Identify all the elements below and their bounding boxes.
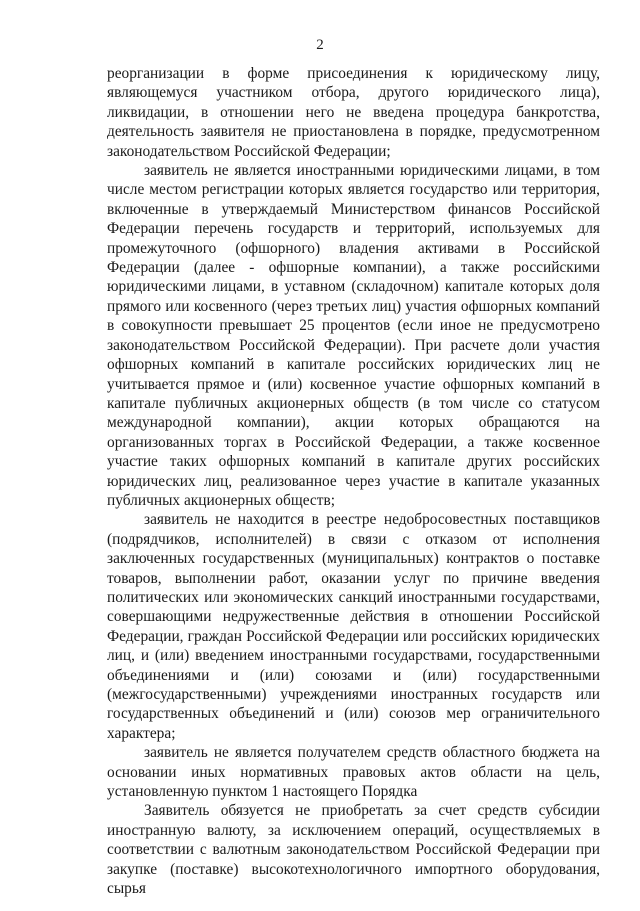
- paragraph-offshore-companies: заявитель не является иностранными юридическими лицами, в том числе местом регистрации которых является государство или территория, включенные в утверждаемый Министерством финансов Российской Федерации перечень государств и территорий, используемых для промежуточного (офшорного) владения активами в Российской Федерации (далее - офшорные компании), а также российскими юридическими лицами, в уставном (складочном) капитале которых доля прямого или косвенного (через третьих лиц) участия офшорных компаний в совокупности превышает 25 процентов (если иное не предусмотрено законодательством Российской Федерации). При расчете доли участия офшорных компаний в капитале российских юридических лиц не учитывается прямое и (или) косвенное участие офшорных компаний в капитале публичных акционерных обществ (в том числе со статусом международной компании), акции которых обращаются на организованных торгах в Российской Федерации, а также косвенное участие таких офшорных компаний в капитале других российских юридических лиц, реализованное через участие в капитале указанных публичных акционерных обществ;: [107, 162, 600, 509]
- page-number: 2: [316, 37, 324, 53]
- document-body: [107, 64, 600, 898]
- paragraph-reorganization-continuation: реорганизации в форме присоединения к юридическому лицу, являющемуся участником отбора, другого юридического лица), ликвидации, в отношении него не введена процедура банкротства, деятельность заявителя не приостановлена в порядке, предусмотренном законодательством Российской Федерации;: [107, 65, 600, 160]
- paragraph-foreign-currency: Заявитель обязуется не приобретать за счет средств субсидии иностранную валюту, за исключением операций, осуществляемых в соответствии с валютным законодательством Российской Федерации при закупке (поставке) высокотехнологичного импортного оборудования, сырья: [107, 802, 600, 898]
- paragraph-regional-budget: заявитель не является получателем средств областного бюджета на основании иных нормативных правовых актов области на цель, установленную пунктом 1 настоящего Порядка: [107, 744, 600, 801]
- paragraph-unfair-suppliers-registry: заявитель не находится в реестре недобросовестных поставщиков (подрядчиков, исполнителей) в связи с отказом от исполнения заключенных государственных (муниципальных) контрактов о поставке товаров, выполнении работ, оказании услуг по причине введения политических или экономических санкций иностранными государствами, совершающими недружественные действия в отношении Российской Федерации, граждан Российской Федерации или российских юридических лиц, и (или) введением иностранными государствами, государственными объединениями и (или) союзами и (или) государственными (межгосударственными) учреждениями иностранных государств или государственных объединений и (или) союзов мер ограничительного характера;: [107, 511, 600, 742]
